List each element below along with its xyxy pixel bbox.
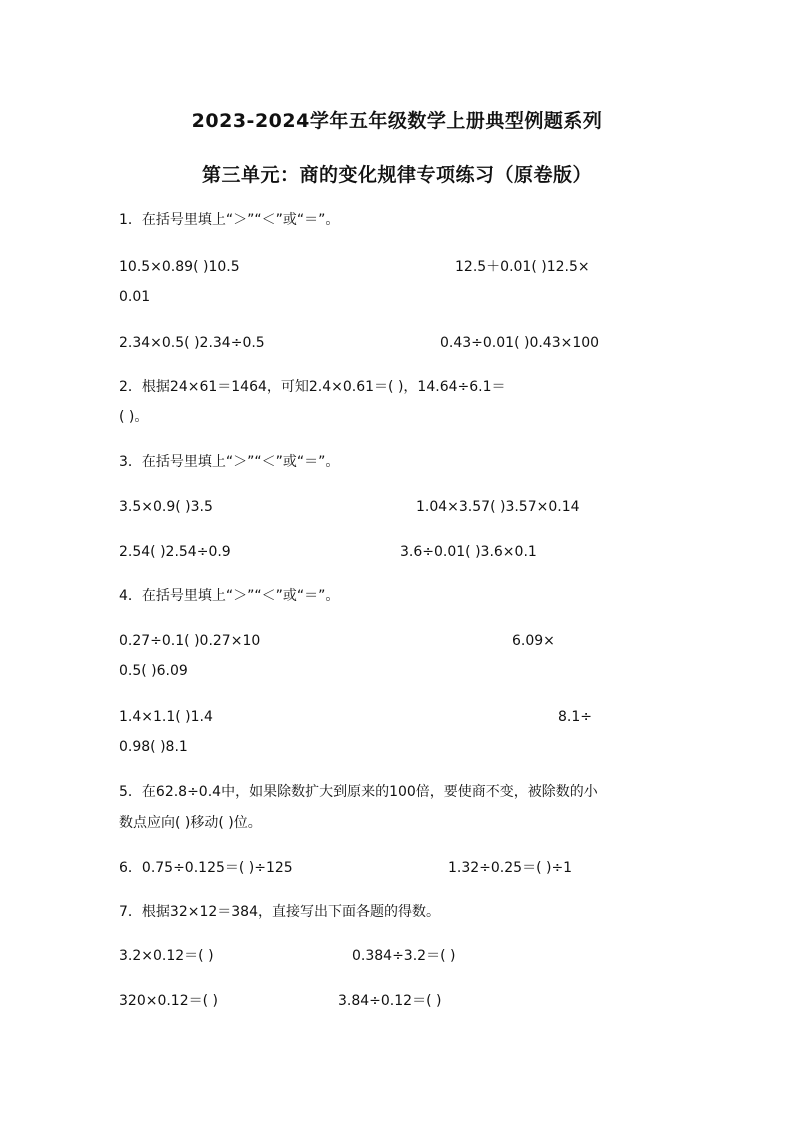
- q4-item-c: 1.4×1.1( )1.4: [119, 709, 213, 725]
- q5-line-1: 5．在62.8÷0.4中，如果除数扩大到原来的100倍，要使商不变，被除数的小: [119, 784, 598, 800]
- q7-stem: 7．根据32×12＝384，直接写出下面各题的得数。: [119, 904, 440, 920]
- q1-item-c: 2.34×0.5( )2.34÷0.5: [119, 335, 265, 351]
- q3-stem: 3．在括号里填上“＞”“＜”或“＝”。: [119, 454, 340, 470]
- q7-item-b: 0.384÷3.2＝( ): [352, 948, 456, 964]
- page-title: 2023-2024学年五年级数学上册典型例题系列: [191, 110, 603, 132]
- q4-item-d-continued: 0.98( )8.1: [119, 739, 188, 755]
- q7-item-c: 320×0.12＝( ): [119, 993, 218, 1009]
- q2-line-2: ( )。: [119, 409, 149, 425]
- q1-item-a: 10.5×0.89( )10.5: [119, 259, 240, 275]
- q3-item-c: 2.54( )2.54÷0.9: [119, 544, 231, 560]
- q5-line-2: 数点应向( )移动( )位。: [119, 815, 262, 831]
- q1-item-d: 0.43÷0.01( )0.43×100: [440, 335, 600, 351]
- q1-stem: 1．在括号里填上“＞”“＜”或“＝”。: [119, 212, 340, 228]
- q3-item-d: 3.6÷0.01( )3.6×0.1: [400, 544, 537, 560]
- q7-item-a: 3.2×0.12＝( ): [119, 948, 214, 964]
- q4-item-a: 0.27÷0.1( )0.27×10: [119, 633, 261, 649]
- q6-item-a: 6．0.75÷0.125＝( )÷125: [119, 860, 293, 876]
- q4-item-b-continued: 0.5( )6.09: [119, 663, 188, 679]
- page-subtitle: 第三单元：商的变化规律专项练习（原卷版）: [201, 164, 592, 186]
- q3-item-b: 1.04×3.57( )3.57×0.14: [416, 499, 580, 515]
- q4-item-d: 8.1÷: [558, 709, 592, 725]
- q7-item-d: 3.84÷0.12＝( ): [338, 993, 442, 1009]
- q4-item-b: 6.09×: [512, 633, 555, 649]
- q4-stem: 4．在括号里填上“＞”“＜”或“＝”。: [119, 588, 340, 604]
- q2-line-1: 2．根据24×61＝1464，可知2.4×0.61＝( )，14.64÷6.1＝: [119, 379, 506, 395]
- q1-item-b: 12.5＋0.01( )12.5×: [455, 259, 590, 275]
- q3-item-a: 3.5×0.9( )3.5: [119, 499, 213, 515]
- q1-item-b-continued: 0.01: [119, 289, 151, 305]
- q6-item-b: 1.32÷0.25＝( )÷1: [448, 860, 573, 876]
